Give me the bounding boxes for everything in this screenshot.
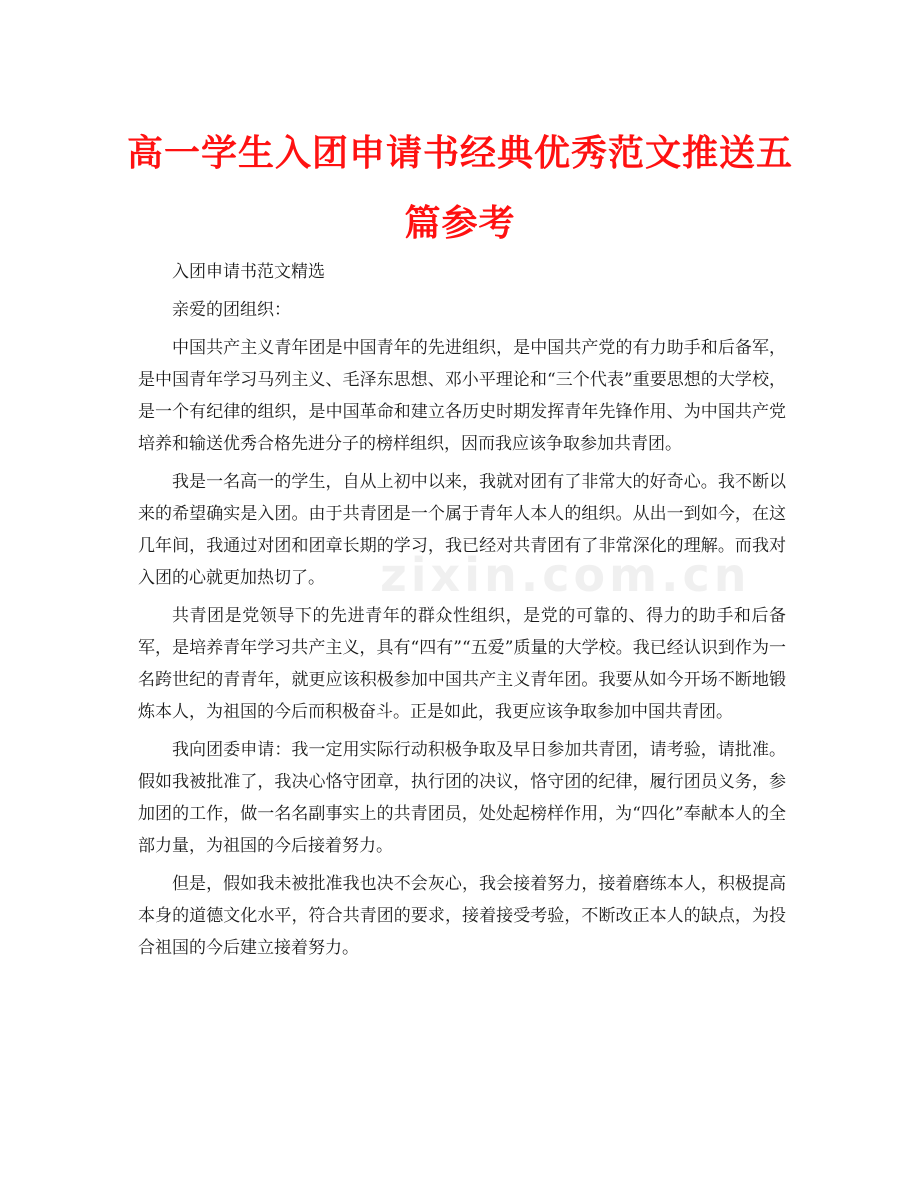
body-paragraph: 我向团委申请：我一定用实际行动积极争取及早日参加共青团，请考验，请批准。假如我被批准了，我决心恪守团章，执行团的决议，恪守团的纪律，履行团员义务，参加团的工作，做一名名副事实上的共青团员，处处起榜样作用，为“四化”奉献本人的全部力量，为祖国的今后接着努力。 <box>138 740 786 856</box>
document-body <box>138 256 786 970</box>
body-paragraph: 中国共产主义青年团是中国青年的先进组织，是中国共产党的有力助手和后备军，是中国青年学习马列主义、毛泽东思想、邓小平理论和“三个代表”重要思想的大学校，是一个有纪律的组织，是中国革命和建立各历史时期发挥青年先锋作用、为中国共产党培养和输送优秀合格先进分子的榜样组织，因而我应该争取参加共青团。 <box>138 338 786 454</box>
body-paragraph: 但是，假如我未被批准我也决不会灰心，我会接着努力，接着磨练本人，积极提高本身的道德文化水平，符合共青团的要求，接着接受考验，不断改正本人的缺点，为投合祖国的今后建立接着努力。 <box>138 874 786 958</box>
body-paragraph: 我是一名高一的学生，自从上初中以来，我就对团有了非常大的好奇心。我不断以来的希望确实是入团。由于共青团是一个属于青年人本人的组织。从出一到如今，在这几年间，我通过对团和团章长期的学习，我已经对共青团有了非常深化的理解。而我对入团的心就更加热切了。 <box>138 472 786 588</box>
salutation: 亲爱的团组织： <box>172 300 291 320</box>
document-title: 高一学生入团申请书经典优秀范文推送五篇参考 <box>126 132 793 244</box>
watermark: zixin.com.cn <box>380 548 751 602</box>
body-paragraph: 共青团是党领导下的先进青年的群众性组织，是党的可靠的、得力的助手和后备军，是培养青年学习共产主义，具有“四有”“五爱”质量的大学校。我已经认识到作为一名跨世纪的青青年，就更应该积极参加中国共产主义青年团。我要从如今开场不断地锻炼本人，为祖国的今后而积极奋斗。正是如此，我更应该争取参加中国共青团。 <box>138 606 786 722</box>
section-heading: 入团申请书范文精选 <box>172 262 325 282</box>
